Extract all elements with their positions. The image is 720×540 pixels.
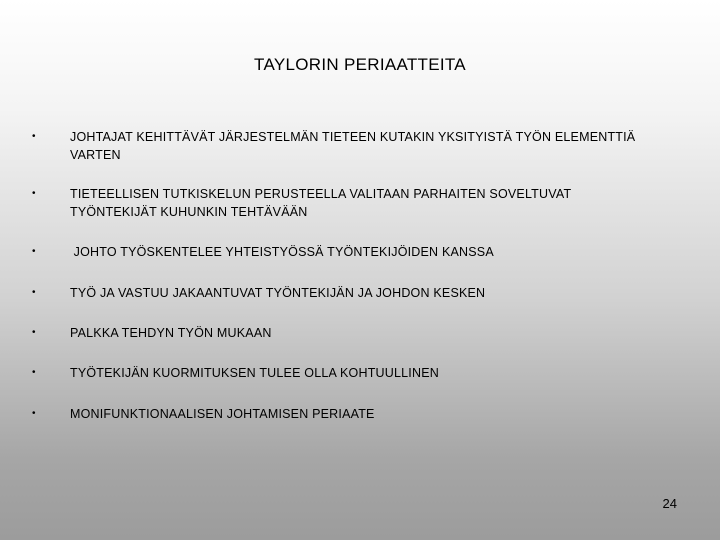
bullet-item (32, 185, 652, 221)
bullet-text: JOHTO TYÖSKENTELEE YHTEISTYÖSSÄ TYÖNTEKIJÖIDEN KANSSA (70, 245, 494, 259)
bullet-icon: • (32, 188, 36, 199)
slide-title: TAYLORIN PERIAATTEITA (254, 55, 466, 74)
bullet-text: PALKKA TEHDYN TYÖN MUKAAN (70, 326, 272, 340)
bullet-item (32, 243, 652, 261)
bullet-icon: • (32, 408, 36, 419)
bullet-text: JOHTAJAT KEHITTÄVÄT JÄRJESTELMÄN TIETEEN KUTAKIN YKSITYISTÄ TYÖN ELEMENTTIÄ VARTEN (70, 130, 636, 162)
bullet-text: MONIFUNKTIONAALISEN JOHTAMISEN PERIAATE (70, 407, 375, 421)
bullet-item (32, 405, 652, 423)
bullet-icon: • (32, 327, 36, 338)
bullet-text: TYÖ JA VASTUU JAKAANTUVAT TYÖNTEKIJÄN JA JOHDON KESKEN (70, 286, 486, 300)
bullet-item (32, 284, 652, 302)
bullet-item (32, 128, 652, 164)
bullet-icon: • (32, 131, 36, 142)
bullet-text: TIETEELLISEN TUTKISKELUN PERUSTEELLA VALITAAN PARHAITEN SOVELTUVAT TYÖNTEKIJÄT KUHUNKIN TEHTÄVÄÄN (70, 187, 572, 219)
bullet-icon: • (32, 287, 36, 298)
bullet-icon: • (32, 367, 36, 378)
bullet-item (32, 364, 652, 382)
bullet-text: TYÖTEKIJÄN KUORMITUKSEN TULEE OLLA KOHTUULLINEN (70, 366, 439, 380)
bullet-icon: • (32, 246, 36, 257)
bullet-item (32, 324, 652, 342)
page-number: 24 (662, 496, 677, 511)
